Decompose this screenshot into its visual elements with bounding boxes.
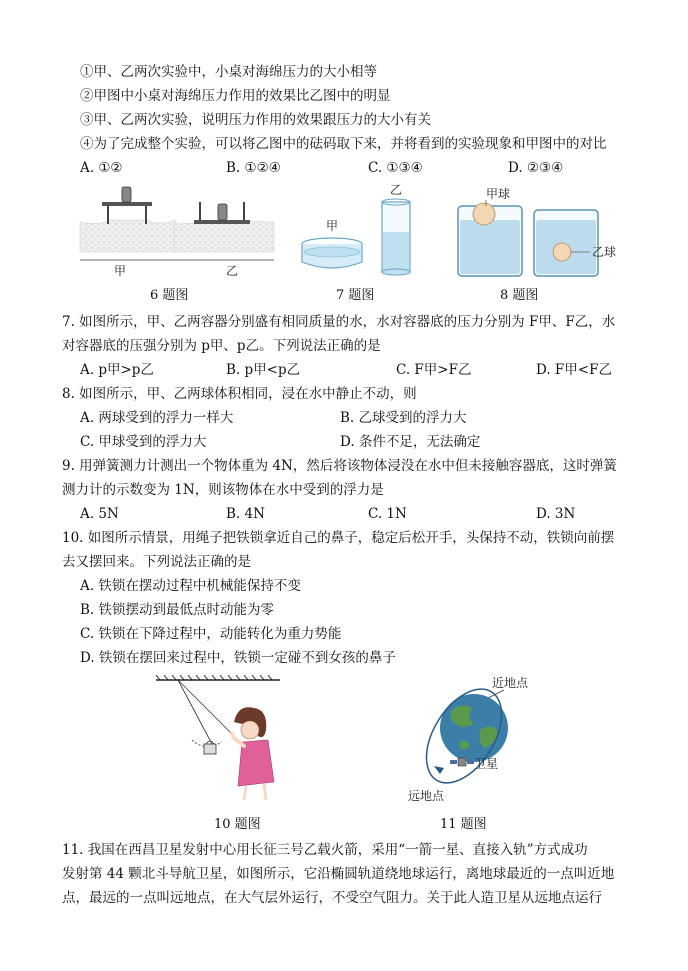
figure-8 (456, 180, 636, 280)
fig8-label-yi: 乙球 (592, 245, 617, 259)
fig7-label-jia: 甲 (326, 219, 339, 233)
statement-1: ①甲、乙两次实验中，小桌对海绵压力的大小相等 (80, 64, 377, 80)
ball-yi (553, 243, 571, 261)
fig7-label-yi: 乙 (390, 183, 403, 197)
q10-stem-line1: 10. 如图所示情景，用绳子把铁锁拿近自己的鼻子，稳定后松开手，头保持不动，铁锁向前摆 (62, 530, 615, 546)
q7-option-b: B. p甲<p乙 (226, 362, 301, 378)
fig6-label-jia: 甲 (114, 264, 127, 278)
girl-arm (232, 734, 244, 746)
fig11-label-apogee: 远地点 (408, 789, 445, 803)
caption-fig6: 6 题图 (150, 288, 189, 303)
q6-option-c: C. ①③④ (368, 160, 423, 176)
fig6-label-yi: 乙 (226, 264, 239, 278)
q6-option-a: A. ①② (80, 160, 123, 176)
q10-option-a: A. 铁锁在摆动过程中机械能保持不变 (80, 578, 301, 594)
ball-jia (473, 203, 495, 225)
caption-fig7: 7 题图 (336, 288, 375, 303)
q11-stem-line3: 点，最远的一点叫远地点，在大气层外运行，不受空气阻力。关于此人造卫星从远地点运行 (62, 890, 602, 906)
q7-stem-line1: 7. 如图所示，甲、乙两容器分别盛有相同质量的水，水对容器底的压力分别为 F甲、F乙，水 (62, 314, 616, 330)
q11-stem-line2: 发射第 44 颗北斗导航卫星，如图所示，它沿椭圆轨道绕地球运行，离地球最近的一点叫近地 (62, 866, 615, 882)
q8-option-d: D. 条件不足，无法确定 (340, 434, 481, 450)
table-top-right (194, 220, 250, 224)
girl-face (241, 721, 259, 739)
weight-left (122, 187, 131, 202)
statement-3: ③甲、乙两次实验，说明压力作用的效果跟压力的大小有关 (80, 112, 431, 128)
sponge-left (80, 220, 176, 252)
q7-option-d: D. F甲<F乙 (536, 362, 612, 378)
q7-stem-line2: 对容器底的压强分别为 p甲、p乙。下列说法正确的是 (62, 338, 381, 354)
caption-fig8: 8 题图 (500, 288, 539, 303)
q9-option-c: C. 1N (368, 506, 407, 522)
figure-6 (78, 180, 278, 280)
table-top-left (102, 202, 152, 206)
q7-option-c: C. F甲>F乙 (396, 362, 472, 378)
q9-stem-line1: 9. 用弹簧测力计测出一个物体重为 4N，然后将该物体浸没在水中但未接触容器底，这时弹簧 (62, 458, 617, 474)
q9-option-b: B. 4N (226, 506, 265, 522)
q10-stem-line2: 去又摆回来。下列说法正确的是 (62, 554, 251, 570)
q8-option-c: C. 甲球受到的浮力大 (80, 434, 207, 450)
q11-stem-line1: 11. 我国在西昌卫星发射中心用长征三号乙载火箭，采用“一箭一星、直接入轨”方式成功 (62, 842, 588, 858)
q10-option-d: D. 铁锁在摆回来过程中，铁锁一定碰不到女孩的鼻子 (80, 650, 396, 666)
caption-fig11: 11 题图 (440, 817, 487, 832)
statement-4: ④为了完成整个实验，可以将乙图中的砝码取下来，并将看到的实验现象和甲图中的对比 (80, 136, 607, 152)
q6-option-b: B. ①②④ (226, 160, 281, 176)
sponge-right (174, 221, 274, 252)
statement-2: ②甲图中小桌对海绵压力作用的效果比乙图中的明显 (80, 88, 391, 104)
q10-option-c: C. 铁锁在下降过程中，动能转化为重力势能 (80, 626, 342, 642)
q9-option-d: D. 3N (536, 506, 576, 522)
figure-7 (300, 182, 430, 282)
figure-10 (150, 674, 300, 804)
q9-option-a: A. 5N (80, 506, 119, 522)
q8-option-a: A. 两球受到的浮力一样大 (80, 410, 234, 426)
q6-option-d: D. ②③④ (508, 160, 564, 176)
q8-option-b: B. 乙球受到的浮力大 (340, 410, 467, 426)
q9-stem-line2: 测力计的示数变为 1N，则该物体在水中受到的浮力是 (62, 482, 384, 498)
q10-option-b: B. 铁锁摆动到最低点时动能为零 (80, 602, 275, 618)
q7-option-a: A. p甲>p乙 (80, 362, 154, 378)
fig11-label-satellite: 卫星 (474, 757, 499, 771)
fig8-label-jia: 甲球 (486, 187, 511, 201)
weight-right (218, 204, 227, 220)
iron-lock (204, 744, 216, 754)
caption-fig10: 10 题图 (214, 817, 261, 832)
fig11-label-perigee: 近地点 (492, 676, 529, 690)
figure-11 (400, 672, 570, 812)
q8-stem: 8. 如图所示，甲、乙两球体积相同，浸在水中静止不动，则 (62, 386, 417, 402)
